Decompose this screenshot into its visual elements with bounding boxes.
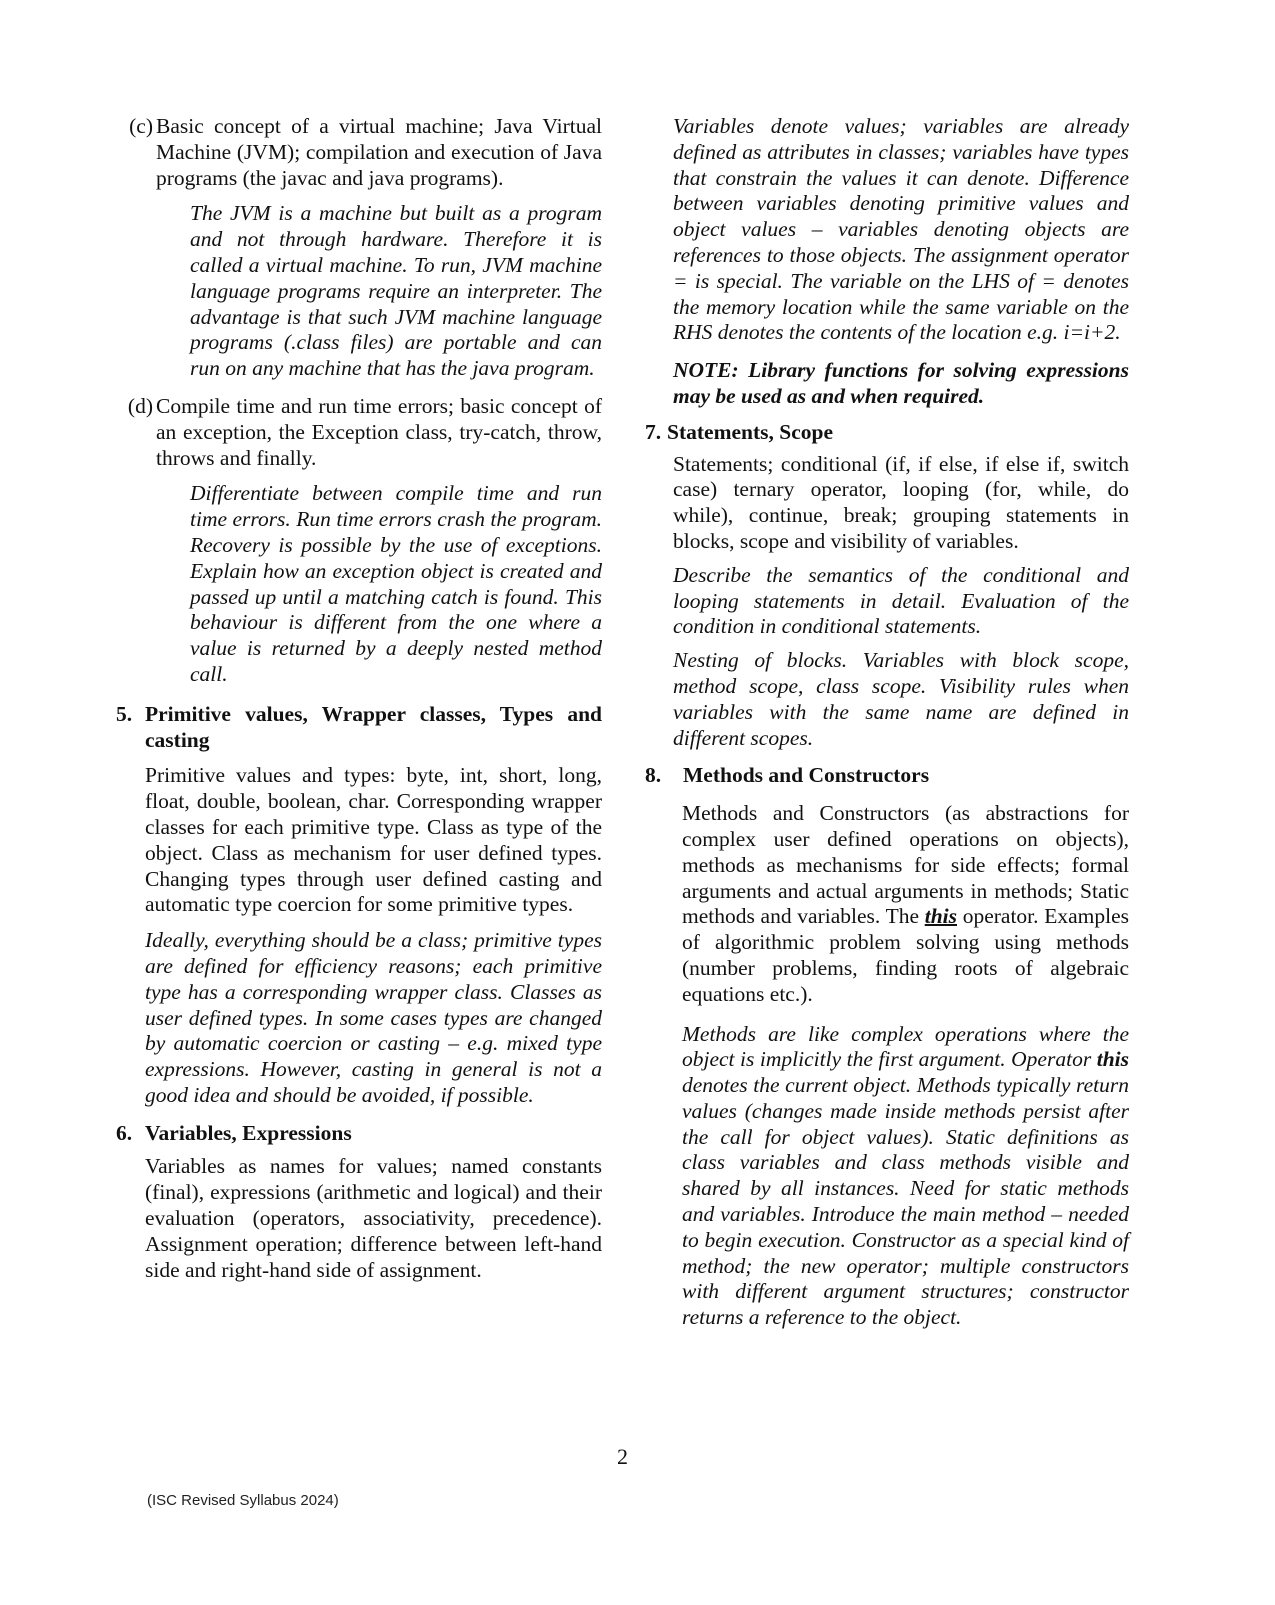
item-c-label: (c): [129, 114, 153, 138]
section-7-heading: [645, 420, 1129, 446]
section-5-title: Primitive values, Wrapper classes, Types and casting: [145, 701, 602, 752]
item-c-note: The JVM is a machine but built as a program and not through hardware. Therefore it is called a virtual machine. To run, JVM machine language programs require an interpreter. The advantage is that such JVM machine language programs (.class files) are portable and can run on any machine that has the java program.: [190, 201, 602, 381]
page-number: 2: [617, 1444, 628, 1469]
section-5-note: Ideally, everything should be a class; primitive types are defined for efficiency reasons; each primitive type has a corresponding wrapper class. Classes as user defined types. In some cases types are changed by automatic coercion or casting – e.g. mixed type expressions. However, casting in general is not a good idea and should be avoided, if possible.: [145, 928, 602, 1107]
section-6-note-bold: NOTE: Library functions for solving expressions may be used as and when required.: [673, 358, 1129, 408]
left-column: [116, 114, 602, 1293]
item-d: [116, 394, 602, 471]
section-7-text: Statements; conditional (if, if else, if else if, switch case) ternary operator, looping (for, while, do while), continue, break; grouping statements in blocks, scope and visibility of variables.: [673, 451, 1129, 553]
section-8-note-b: denotes the current object. Methods typically return values (changes made inside methods persist after the call for object values). Static definitions as class variables and class methods visible and shared by all instances. Need for static methods and variables. Introduce the main method – needed to begin execution. Constructor as a special kind of method; the new operator; multiple constructors with different argument structures; constructor returns a reference to the object.: [682, 1073, 1129, 1330]
section-6-text: Variables as names for values; named constants (final), expressions (arithmetic and logical) and their evaluation (operators, associativity, precedence). Assignment operation; difference between left-hand side and right-hand side of assignment.: [145, 1154, 602, 1282]
section-7-title: Statements, Scope: [667, 419, 834, 444]
item-d-note: Differentiate between compile time and run time errors. Run time errors crash the program. Recovery is possible by the use of exceptions. Explain how an exception object is created and passed up until a matching catch is found. This behaviour is different from the one where a value is returned by a deeply nested method call.: [190, 481, 602, 686]
section-8-text-b: operator. Examples of algorithmic problem solving using methods (number problems, finding roots of algebraic equations etc.).: [682, 904, 1129, 1006]
section-7-note-1: Describe the semantics of the conditional and looping statements in detail. Evaluation of the condition in conditional statements.: [673, 562, 1129, 639]
section-8-note-a: Methods are like complex operations where the object is implicitly the first argument. Operator: [682, 1021, 1129, 1072]
item-d-text: Compile time and run time errors; basic concept of an exception, the Exception class, try-catch, throw, throws and finally.: [156, 393, 602, 470]
section-5-text: Primitive values and types: byte, int, short, long, float, double, boolean, char. Corresponding wrapper classes for each primitive type. Class as type of the object. Class as mechanism for user defined types. Changing types through user defined casting and automatic type coercion for some primitive types.: [145, 763, 602, 917]
this-keyword: this: [924, 904, 957, 929]
section-5-number: 5.: [116, 701, 133, 726]
section-5-heading: [116, 702, 602, 754]
section-6-heading: [116, 1121, 602, 1147]
section-6-title: Variables, Expressions: [145, 1120, 352, 1145]
section-8-text: [682, 801, 1129, 1007]
section-8-number: 8.: [645, 763, 662, 788]
item-c-text: Basic concept of a virtual machine; Java Virtual Machine (JVM); compilation and execution of Java programs (the javac and java programs).: [156, 114, 602, 190]
section-6-note: Variables denote values; variables are already defined as attributes in classes; variables have types that constrain the values it can denote. Difference between variables denoting primitive values and object values – variables denoting objects are references to those objects. The assignment operator = is special. The variable on the LHS of = denotes the memory location while the same variable on the RHS denotes the contents of the location e.g. i=i+2.: [673, 114, 1129, 345]
section-8-text-a: Methods and Constructors (as abstractions for complex user defined operations on objects), methods as mechanisms for side effects; formal arguments and actual arguments in methods; Static methods and variables. The: [682, 801, 1129, 929]
item-d-label: (d): [127, 393, 153, 418]
item-c: [116, 114, 602, 191]
right-column: [645, 114, 1129, 1345]
section-7-number: 7.: [645, 419, 662, 444]
section-8-title: Methods and Constructors: [683, 763, 930, 788]
section-6-number: 6.: [116, 1120, 133, 1145]
section-7-note-2: Nesting of blocks. Variables with block scope, method scope, class scope. Visibility rules when variables with the same name are defined in different scopes.: [673, 648, 1129, 750]
section-8-note: [682, 1022, 1129, 1332]
section-8-heading: [645, 763, 1129, 789]
this-keyword-note: this: [1096, 1047, 1129, 1072]
footer-text: (ISC Revised Syllabus 2024): [147, 1492, 339, 1509]
